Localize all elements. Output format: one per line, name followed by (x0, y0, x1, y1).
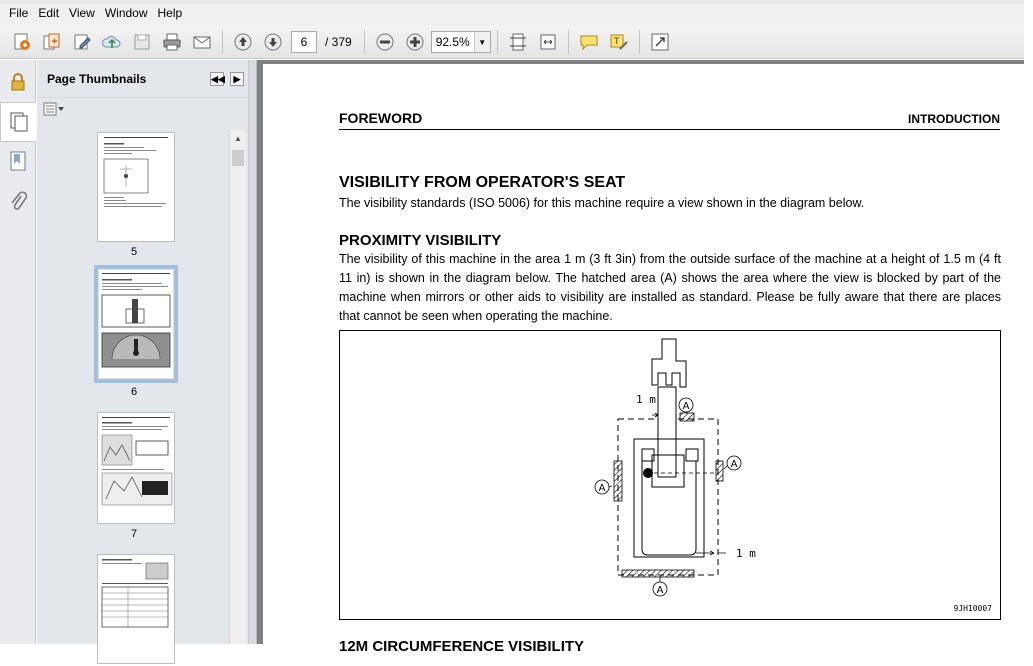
chevron-down-icon[interactable]: ▼ (474, 32, 490, 52)
section-heading: VISIBILITY FROM OPERATOR'S SEAT (339, 174, 626, 191)
blocked-area (614, 461, 622, 501)
menu-bar (0, 0, 1024, 26)
zoom-value: 92.5% (435, 35, 470, 49)
expand-panel-icon[interactable]: ▶ (230, 72, 244, 86)
toolbar-separator (568, 30, 569, 54)
svg-text:A: A (682, 401, 690, 412)
page-header (339, 108, 1000, 130)
title-strip (0, 0, 1024, 4)
highlight-icon[interactable] (605, 28, 633, 56)
thumbnail-label: 7 (130, 528, 138, 540)
collapse-panel-icon[interactable]: ◀◀ (211, 74, 225, 84)
create-icon[interactable] (8, 28, 36, 56)
zoom-select[interactable] (431, 31, 491, 53)
zoom-in-icon[interactable] (401, 28, 429, 56)
blocked-area (680, 413, 694, 421)
boom-outline (658, 387, 676, 477)
next-section-heading: 12M CIRCUMFERENCE VISIBILITY (339, 638, 585, 655)
thumbnail-list (37, 130, 231, 644)
thumbnail-page-selected[interactable] (97, 268, 175, 380)
diagram-drawing (340, 331, 1000, 619)
menu-edit[interactable]: Edit (38, 6, 60, 20)
blocked-area (622, 570, 694, 577)
blocked-area (716, 461, 723, 481)
upload-icon[interactable] (98, 28, 126, 56)
fit-page-icon[interactable] (504, 28, 532, 56)
figure-code: 9JH10007 (953, 604, 992, 613)
operator-eye-point (643, 468, 653, 478)
dimension-label: 1 m (736, 547, 756, 560)
document-page (263, 64, 1033, 664)
attachment-icon[interactable] (0, 182, 36, 222)
thumbnail-label: 6 (130, 386, 138, 398)
thumbnail-scrollbar[interactable] (229, 130, 246, 644)
subsection-paragraph: The visibility of this machine in the area 1 m (3 ft 3in) from the outside surface of the machine at a height of 1.5 m (4 ft 11 in) is shown in the diagram below. The hatched area (A) shows the area where the view is blocked by part of the machine when mirrors or other aids to visibility are installed as standard. Please be fully aware that there are places that cannot be seen when operating the machine. (339, 252, 1001, 323)
thumbnail-page[interactable] (97, 554, 175, 664)
fit-width-icon[interactable] (534, 28, 562, 56)
pages-icon[interactable] (0, 102, 36, 142)
svg-text:A: A (656, 585, 664, 596)
print-icon[interactable] (158, 28, 186, 56)
email-icon[interactable] (188, 28, 216, 56)
svg-text:A: A (598, 483, 606, 494)
fullscreen-icon[interactable] (646, 28, 674, 56)
thumbnail-label: 5 (130, 246, 138, 258)
combine-icon[interactable] (38, 28, 66, 56)
dimension-label: 1 m (636, 393, 656, 406)
svg-text:T: T (613, 37, 620, 47)
scroll-up-icon[interactable]: ▲ (234, 134, 242, 143)
comment-icon[interactable] (575, 28, 603, 56)
toolbar-separator (497, 30, 498, 54)
options-menu-icon[interactable] (43, 102, 65, 119)
section-paragraph: The visibility standards (ISO 5006) for this machine require a view shown in the diagram below. (339, 196, 865, 210)
visibility-diagram (339, 330, 1001, 620)
page-up-icon[interactable] (229, 28, 257, 56)
svg-text:A: A (730, 459, 738, 470)
menu-help[interactable]: Help (157, 6, 183, 20)
menu-file[interactable]: File (9, 6, 29, 20)
scrollbar-thumb[interactable] (232, 150, 244, 166)
thumbnails-title: Page Thumbnails (47, 71, 147, 86)
page-down-icon[interactable] (259, 28, 287, 56)
page-number-input[interactable]: 6 (291, 31, 317, 53)
subsection-heading: PROXIMITY VISIBILITY (339, 232, 502, 249)
thumbnail-page[interactable] (97, 132, 175, 242)
menu-window[interactable]: Window (104, 6, 148, 20)
arm-outline (652, 339, 686, 387)
thumbnail-page[interactable] (97, 412, 175, 524)
thumbnails-panel (37, 60, 249, 644)
navigation-rail (0, 60, 36, 644)
lock-icon[interactable] (0, 62, 36, 102)
thumbnails-header (37, 60, 248, 98)
toolbar (0, 26, 1024, 59)
toolbar-separator (639, 30, 640, 54)
panel-splitter[interactable] (249, 60, 257, 644)
page-total: / 379 (325, 35, 352, 49)
bookmark-icon[interactable] (0, 142, 36, 182)
toolbar-separator (222, 30, 223, 54)
save-icon[interactable] (128, 28, 156, 56)
header-right: INTRODUCTION (908, 112, 1000, 126)
document-view (257, 60, 1024, 655)
menu-view[interactable]: View (69, 6, 95, 20)
edit-icon[interactable] (68, 28, 96, 56)
header-left: FOREWORD (339, 110, 423, 126)
thumbnail-options (37, 98, 248, 122)
toolbar-separator (364, 30, 365, 54)
zoom-out-icon[interactable] (371, 28, 399, 56)
